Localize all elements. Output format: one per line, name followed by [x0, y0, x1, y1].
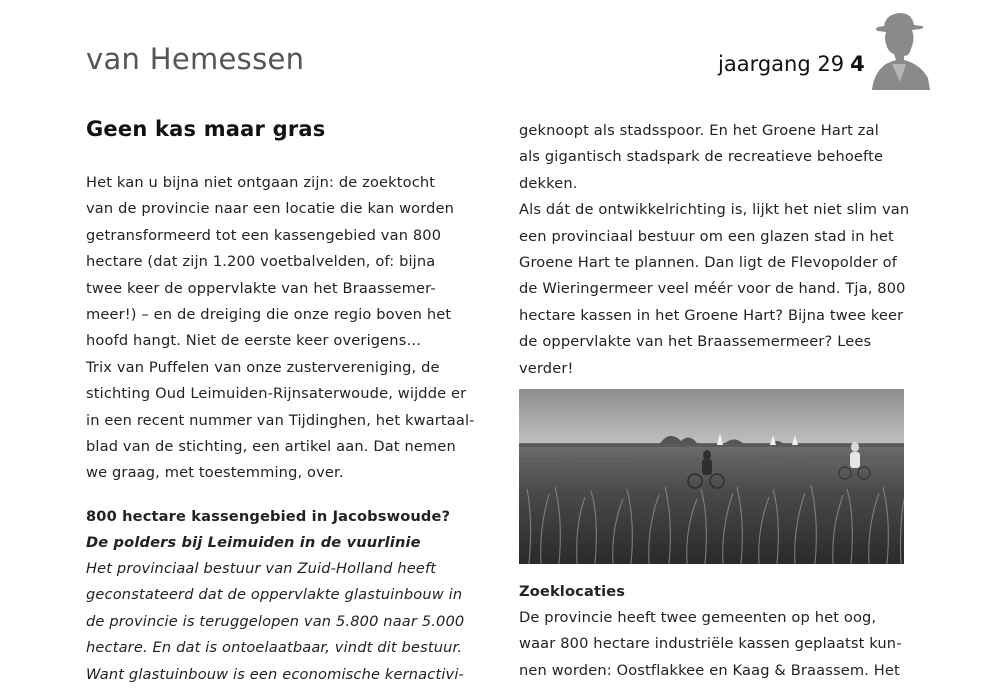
text-line: meer!) – en de dreiging die onze regio boven het	[86, 306, 452, 324]
right-column-paragraph	[519, 118, 909, 382]
text-line: de Wieringermeer veel méér voor de hand. Tja, 800	[519, 280, 906, 298]
text-line: nen worden: Oostflakkee en Kaag & Braassem. Het	[519, 661, 900, 679]
italic-paragraph	[86, 556, 464, 688]
text-line: Trix van Puffelen van onze zustervereniging, de	[86, 358, 440, 376]
intro-paragraph	[86, 170, 475, 487]
text-line: Groene Hart te plannen. Dan ligt de Flevopolder of	[519, 254, 898, 272]
text-line: twee keer de oppervlakte van het Braassemer-	[86, 279, 436, 297]
text-line: Want glastuinbouw is een economische kernactivi-	[86, 665, 464, 683]
page-header-title: van Hemessen	[86, 42, 305, 76]
text-line: hectare (dat zijn 1.200 voetbalvelden, of: bijna	[86, 253, 436, 271]
text-line: als gigantisch stadspark de recreatieve behoefte	[519, 148, 884, 166]
sub-heading: 800 hectare kassengebied in Jacobswoude?	[86, 508, 451, 525]
issue-label	[718, 52, 865, 76]
issue-prefix: jaargang 29	[718, 52, 845, 76]
text-line: de oppervlakte van het Braassemermeer? Lees	[519, 333, 872, 351]
text-line: hectare kassen in het Groene Hart? Bijna twee keer	[519, 306, 904, 324]
text-line: Het provinciaal bestuur van Zuid-Holland heeft	[86, 560, 437, 577]
text-line: De provincie heeft twee gemeenten op het oog,	[519, 609, 877, 626]
text-line: geconstateerd dat de oppervlakte glastuinbouw in	[86, 586, 463, 604]
right-column-paragraph-bottom	[519, 605, 902, 684]
text-line: de provincie is teruggelopen van 5.800 naar 5.000	[86, 612, 465, 630]
text-line: geknoopt als stadsspoor. En het Groene Hart zal	[519, 122, 879, 139]
text-line: hoofd hangt. Niet de eerste keer overigens…	[86, 332, 422, 350]
text-line: getransformeerd tot een kassengebied van 800	[86, 226, 442, 244]
text-line: waar 800 hectare industriële kassen geplaatst kun-	[519, 635, 902, 653]
section-heading: Zoeklocaties	[519, 583, 626, 600]
text-line: een provinciaal bestuur om een glazen stad in het	[519, 227, 894, 245]
text-line: hectare. En dat is ontoelaatbaar, vindt dit bestuur.	[86, 639, 463, 657]
text-line: in een recent nummer van Tijdinghen, het kwartaal-	[86, 411, 475, 429]
man-with-hat-silhouette-icon	[870, 8, 930, 90]
text-line: verder!	[519, 359, 574, 377]
issue-number: 4	[850, 52, 865, 76]
cycling-polder-photo	[519, 389, 904, 564]
text-line: stichting Oud Leimuiden-Rijnsaterwoude, wijdde er	[86, 385, 467, 403]
article-title: Geen kas maar gras	[86, 117, 326, 141]
text-line: Als dát de ontwikkelrichting is, lijkt het niet slim van	[519, 201, 910, 219]
text-line: dekken.	[519, 174, 578, 192]
text-line: blad van de stichting, een artikel aan. Dat nemen	[86, 438, 456, 456]
sub-heading-italic: De polders bij Leimuiden in de vuurlinie	[86, 534, 421, 551]
text-line: van de provincie naar een locatie die kan worden	[86, 200, 455, 218]
text-line: we graag, met toestemming, over.	[86, 464, 344, 482]
text-line: Het kan u bijna niet ontgaan zijn: de zoektocht	[86, 174, 436, 191]
